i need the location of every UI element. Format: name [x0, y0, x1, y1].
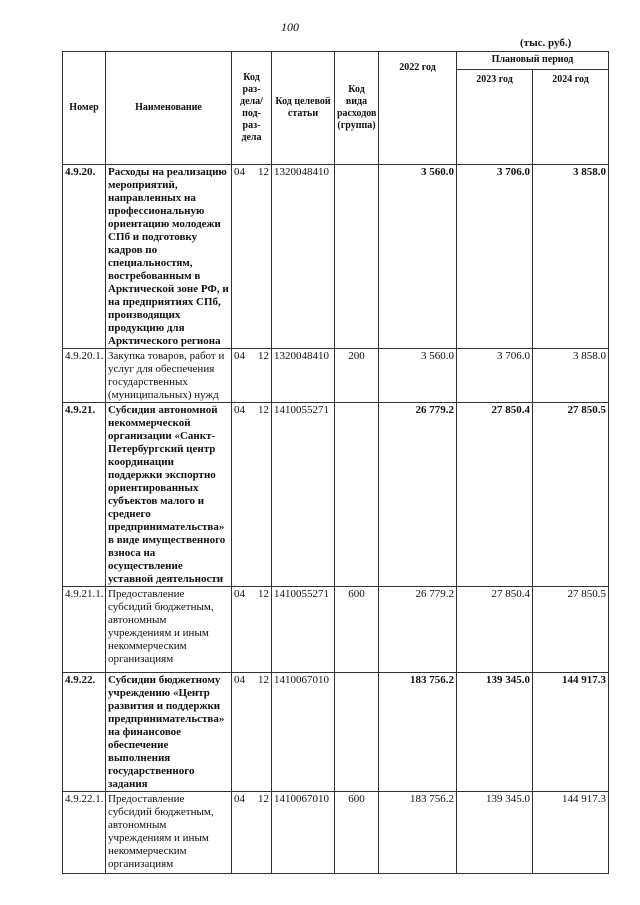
header-number: Номер [63, 52, 106, 165]
row-section [232, 165, 272, 349]
row-name: Предоставление субсидий бюджетным, автономным учреждениям и иным некоммерческим организациям [106, 587, 232, 673]
header-expense-type: Код вида расходов (группа) [335, 52, 379, 165]
row-2024: 3 858.0 [533, 349, 609, 403]
units-label: (тыс. руб.) [520, 37, 572, 49]
table-row [63, 792, 609, 874]
row-target-code: 1410067010 [272, 673, 335, 792]
subsection-code: 12 [258, 404, 269, 416]
row-expense-type [335, 673, 379, 792]
subsection-code: 12 [258, 793, 269, 805]
header-planning-period: Плановый период [457, 52, 609, 70]
header-section: Код раз- дела/ под- раз- дела [232, 52, 272, 165]
section-code: 04 [234, 350, 245, 362]
subsection-code: 12 [258, 166, 269, 178]
row-2022: 183 756.2 [379, 673, 457, 792]
row-section [232, 349, 272, 403]
section-code: 04 [234, 674, 245, 686]
row-target-code: 1410067010 [272, 792, 335, 874]
row-number: 4.9.21.1. [63, 587, 106, 673]
row-target-code: 1410055271 [272, 587, 335, 673]
table-row [63, 673, 609, 792]
section-code: 04 [234, 166, 245, 178]
header-row-top [63, 52, 609, 70]
row-2022: 3 560.0 [379, 165, 457, 349]
row-expense-type [335, 403, 379, 587]
row-number: 4.9.20.1. [63, 349, 106, 403]
table-row [63, 403, 609, 587]
row-2022: 26 779.2 [379, 403, 457, 587]
row-2023: 3 706.0 [457, 165, 533, 349]
row-2024: 3 858.0 [533, 165, 609, 349]
header-name: Наименование [106, 52, 232, 165]
row-name: Субсидии бюджетному учреждению «Центр развития и поддержки предпринимательства» на финансовое обеспечение выполнения государственного задания [106, 673, 232, 792]
row-2022: 183 756.2 [379, 792, 457, 874]
row-2024: 144 917.3 [533, 792, 609, 874]
row-number: 4.9.22.1. [63, 792, 106, 874]
row-2023: 27 850.4 [457, 403, 533, 587]
header-2022: 2022 год [379, 52, 457, 165]
row-name: Расходы на реализацию мероприятий, направленных на профессиональную ориентацию молодежи СПб и подготовку кадров по специальностям, востребованным в Арктической зоне РФ, и на предприятиях СПб, производящих продукцию для Арктического региона [106, 165, 232, 349]
page-number: 100 [281, 20, 299, 34]
row-name: Предоставление субсидий бюджетным, автономным учреждениям и иным некоммерческим организациям [106, 792, 232, 874]
row-name: Закупка товаров, работ и услуг для обеспечения государственных (муниципальных) нужд [106, 349, 232, 403]
row-name: Субсидия автономной некоммерческой организации «Санкт-Петербургский центр координации поддержки экспортно ориентированных субъектов малого и среднего предпринимательства» в виде имущественного взноса на осуществление уставной деятельности [106, 403, 232, 587]
header-2024: 2024 год [533, 70, 609, 165]
row-2024: 144 917.3 [533, 673, 609, 792]
row-section [232, 792, 272, 874]
row-2024: 27 850.5 [533, 587, 609, 673]
row-2023: 139 345.0 [457, 673, 533, 792]
row-expense-type: 600 [335, 587, 379, 673]
row-number: 4.9.20. [63, 165, 106, 349]
row-2023: 139 345.0 [457, 792, 533, 874]
row-expense-type [335, 165, 379, 349]
subsection-code: 12 [258, 674, 269, 686]
row-2023: 27 850.4 [457, 587, 533, 673]
row-2023: 3 706.0 [457, 349, 533, 403]
header-2023: 2023 год [457, 70, 533, 165]
row-number: 4.9.22. [63, 673, 106, 792]
row-target-code: 1410055271 [272, 403, 335, 587]
row-number: 4.9.21. [63, 403, 106, 587]
row-expense-type: 200 [335, 349, 379, 403]
table-row [63, 165, 609, 349]
row-section [232, 587, 272, 673]
subsection-code: 12 [258, 350, 269, 362]
row-section [232, 403, 272, 587]
row-target-code: 1320048410 [272, 165, 335, 349]
table-row [63, 349, 609, 403]
section-code: 04 [234, 793, 245, 805]
section-code: 04 [234, 404, 245, 416]
budget-table [62, 51, 609, 874]
row-section [232, 673, 272, 792]
subsection-code: 12 [258, 588, 269, 600]
header-target: Код целевой статьи [272, 52, 335, 165]
row-target-code: 1320048410 [272, 349, 335, 403]
section-code: 04 [234, 588, 245, 600]
table-row [63, 587, 609, 673]
row-2024: 27 850.5 [533, 403, 609, 587]
row-2022: 26 779.2 [379, 587, 457, 673]
row-2022: 3 560.0 [379, 349, 457, 403]
row-expense-type: 600 [335, 792, 379, 874]
